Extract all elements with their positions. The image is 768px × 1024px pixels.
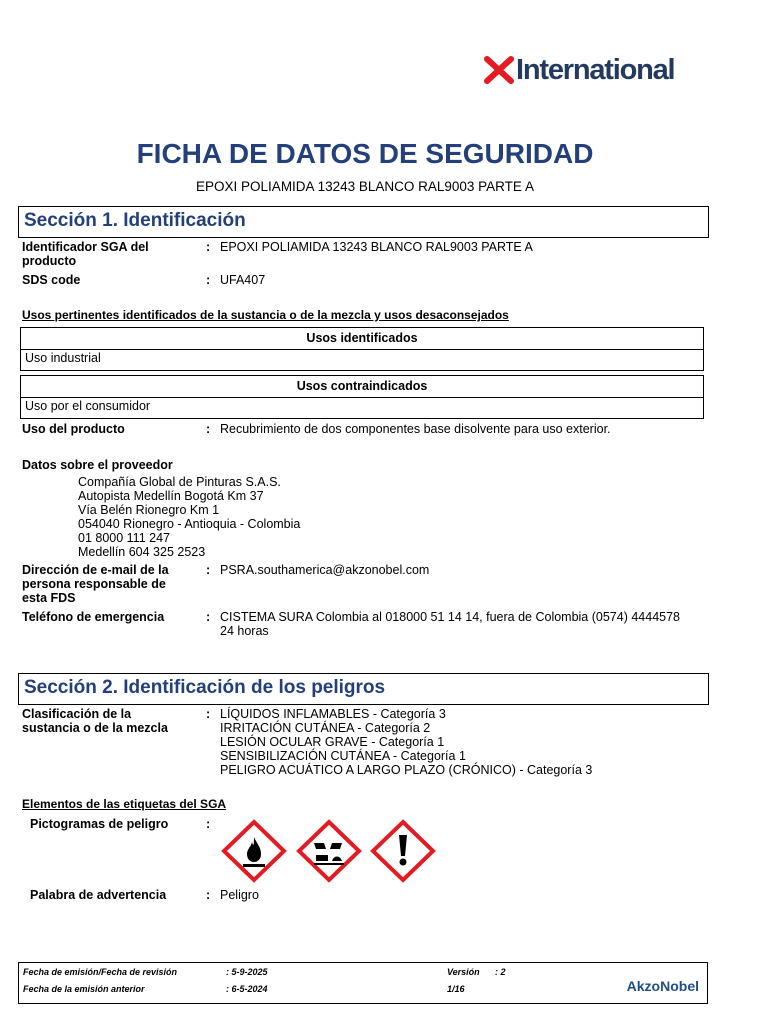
section1-header: [18, 206, 709, 238]
signal-word-label: Palabra de advertencia: [30, 888, 167, 902]
colon: :: [206, 240, 211, 254]
pictograms-label: Pictogramas de peligro: [30, 817, 169, 831]
colon: :: [206, 563, 211, 577]
uses-heading: Usos pertinentes identificados de la sustancia o de la mezcla y usos desaconsejados: [22, 308, 509, 322]
email-value[interactable]: PSRA.southamerica@akzonobel.com: [220, 563, 430, 577]
version-value: : 2: [495, 967, 506, 977]
supplier-line: Vía Belén Rionegro Km 1: [78, 503, 220, 517]
contra-uses-cell: [20, 397, 704, 419]
brand-logo: [484, 52, 708, 88]
issue-date-value: : 5-9-2025: [226, 967, 268, 977]
classification-item: LESIÓN OCULAR GRAVE - Categoría 1: [220, 735, 445, 749]
supplier-label: Datos sobre el proveedor: [22, 458, 173, 472]
classification-item: IRRITACIÓN CUTÁNEA - Categoría 2: [220, 721, 431, 735]
page-footer: [18, 962, 708, 1004]
colon: :: [206, 610, 211, 624]
email-label: Dirección de e-mail de la persona responsable de esta FDS: [22, 563, 169, 605]
identified-uses-header: Usos identificados: [20, 327, 704, 350]
sga-value: EPOXI POLIAMIDA 13243 BLANCO RAL9003 PARTE A: [220, 240, 533, 254]
identified-uses-value: Uso industrial: [25, 351, 101, 365]
supplier-line: Medellín 604 325 2523: [78, 545, 206, 559]
page-title: FICHA DE DATOS DE SEGURIDAD: [136, 138, 594, 169]
product-use-label: Uso del producto: [22, 422, 125, 436]
classification-item: PELIGRO ACUÁTICO A LARGO PLAZO (CRÓNICO) - Categoría 3: [220, 763, 593, 777]
classification-item: LÍQUIDOS INFLAMABLES - Categoría 3: [220, 707, 446, 721]
label-elements-heading: Elementos de las etiquetas del SGA: [22, 797, 227, 811]
section2-header: [18, 673, 709, 705]
flame-icon: [221, 819, 287, 883]
sds-label: SDS code: [22, 273, 81, 287]
issue-date-label: Fecha de emisión/Fecha de revisión: [23, 967, 178, 977]
supplier-line: Autopista Medellín Bogotá Km 37: [78, 489, 264, 503]
product-subtitle: EPOXI POLIAMIDA 13243 BLANCO RAL9003 PARTE A: [196, 179, 534, 194]
colon: :: [206, 273, 211, 287]
supplier-line: 01 8000 111 247: [78, 531, 170, 545]
colon: :: [206, 422, 211, 436]
colon: :: [206, 888, 211, 902]
section1-title: Sección 1. Identificación: [24, 210, 246, 231]
contra-uses-value: Uso por el consumidor: [25, 399, 151, 413]
colon: :: [206, 707, 211, 721]
supplier-line: 054040 Rionegro - Antioquia - Colombia: [78, 517, 301, 531]
sga-label: Identificador SGA del producto: [22, 240, 149, 268]
emergency-value: CISTEMA SURA Colombia al 018000 51 14 14, fuera de Colombia (0574) 4444578: [220, 610, 681, 624]
section2-title: Sección 2. Identificación de los peligros: [24, 677, 386, 698]
classification-item: SENSIBILIZACIÓN CUTÁNEA - Categoría 1: [220, 749, 466, 763]
previous-date-label: Fecha de la emisión anterior: [23, 984, 145, 994]
signal-word-value: Peligro: [220, 888, 259, 902]
emergency-label: Teléfono de emergencia: [22, 610, 165, 624]
product-use-value: Recubrimiento de dos componentes base disolvente para uso exterior.: [220, 422, 611, 436]
previous-date-value: : 6-5-2024: [226, 984, 268, 994]
exclamation-icon: [370, 819, 436, 883]
identified-uses-cell: [20, 349, 704, 371]
page-number: 1/16: [447, 984, 465, 994]
supplier-line: Compañía Global de Pinturas S.A.S.: [78, 475, 281, 489]
x-mark-icon: [484, 56, 514, 84]
emergency-hours: 24 horas: [220, 624, 269, 638]
colon: :: [206, 817, 211, 831]
sds-value: UFA407: [220, 273, 266, 287]
corrosion-icon: [296, 819, 362, 883]
classification-label: Clasificación de la sustancia o de la mezcla: [22, 707, 168, 735]
company-logo: AkzoNobel: [626, 978, 699, 994]
version-label: Versión: [447, 967, 480, 977]
brand-name: International: [516, 54, 675, 86]
contra-uses-header: Usos contraindicados: [20, 375, 704, 398]
